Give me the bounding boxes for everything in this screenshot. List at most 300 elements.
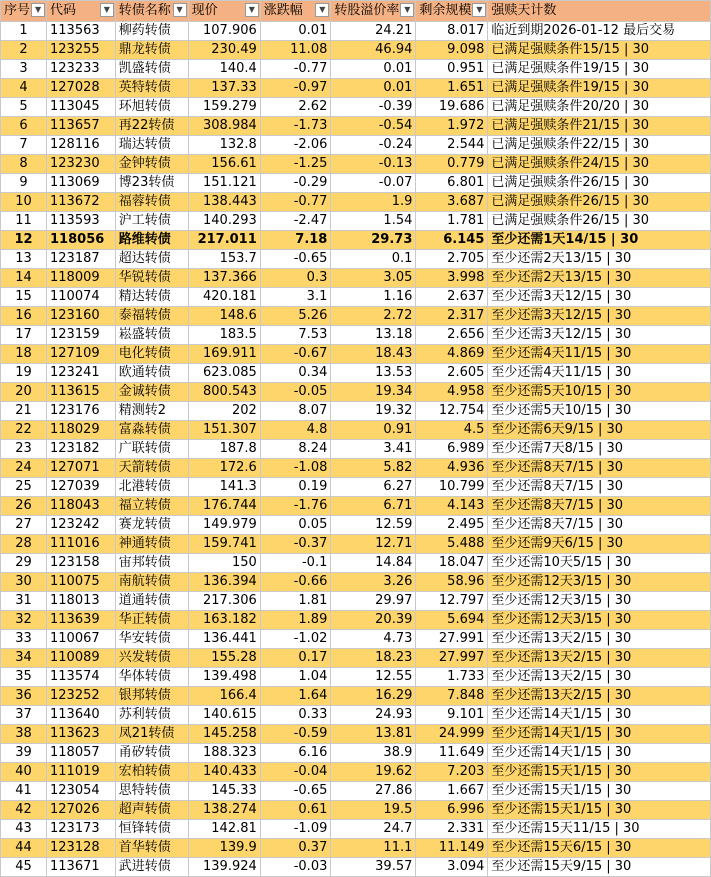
cell-bond-name[interactable]: 欧通转债 [115,364,188,383]
cell-price[interactable]: 420.181 [188,288,260,307]
cell-price[interactable]: 145.33 [188,782,260,801]
cell-premium[interactable]: 5.82 [331,459,416,478]
cell-code[interactable]: 123255 [47,41,116,60]
cell-remaining[interactable]: 2.637 [416,288,488,307]
cell-code[interactable]: 118009 [47,269,116,288]
cell-bond-name[interactable]: 宏柏转债 [115,763,188,782]
cell-redeem-count[interactable]: 至少还需2天13/15 | 30 [488,250,711,269]
cell-remaining[interactable]: 24.999 [416,725,488,744]
cell-price[interactable]: 132.8 [188,136,260,155]
header-seq[interactable] [1,1,47,22]
cell-seq[interactable]: 16 [1,307,47,326]
cell-premium[interactable]: 14.84 [331,554,416,573]
cell-code[interactable]: 111019 [47,763,116,782]
cell-price[interactable]: 151.307 [188,421,260,440]
cell-premium[interactable]: 29.73 [331,231,416,250]
cell-premium[interactable]: -0.13 [331,155,416,174]
cell-change[interactable]: 0.3 [260,269,331,288]
cell-premium[interactable]: 6.27 [331,478,416,497]
cell-seq[interactable]: 32 [1,611,47,630]
cell-code[interactable]: 123252 [47,687,116,706]
cell-seq[interactable]: 41 [1,782,47,801]
cell-price[interactable]: 188.323 [188,744,260,763]
cell-bond-name[interactable]: 赛龙转债 [115,516,188,535]
cell-price[interactable]: 156.61 [188,155,260,174]
cell-code[interactable]: 127028 [47,79,116,98]
cell-bond-name[interactable]: 苏利转债 [115,706,188,725]
cell-change[interactable]: -1.25 [260,155,331,174]
cell-change[interactable]: 1.04 [260,668,331,687]
cell-change[interactable]: 0.01 [260,22,331,41]
cell-price[interactable]: 623.085 [188,364,260,383]
cell-change[interactable]: -0.66 [260,573,331,592]
cell-bond-name[interactable]: 华正转债 [115,611,188,630]
cell-bond-name[interactable]: 再22转债 [115,117,188,136]
cell-price[interactable]: 149.979 [188,516,260,535]
cell-code[interactable]: 123182 [47,440,116,459]
cell-change[interactable]: 3.1 [260,288,331,307]
cell-price[interactable]: 800.543 [188,383,260,402]
cell-price[interactable]: 148.6 [188,307,260,326]
cell-remaining[interactable]: 6.996 [416,801,488,820]
cell-price[interactable]: 139.924 [188,858,260,877]
cell-premium[interactable]: 3.41 [331,440,416,459]
cell-remaining[interactable]: 19.686 [416,98,488,117]
cell-change[interactable]: 0.33 [260,706,331,725]
cell-price[interactable]: 140.293 [188,212,260,231]
cell-change[interactable]: -2.47 [260,212,331,231]
cell-redeem-count[interactable]: 至少还需13天2/15 | 30 [488,649,711,668]
cell-code[interactable]: 123233 [47,60,116,79]
cell-remaining[interactable]: 58.96 [416,573,488,592]
cell-price[interactable]: 142.81 [188,820,260,839]
cell-seq[interactable]: 23 [1,440,47,459]
cell-price[interactable]: 159.279 [188,98,260,117]
cell-redeem-count[interactable]: 至少还需12天3/15 | 30 [488,573,711,592]
cell-remaining[interactable]: 5.694 [416,611,488,630]
cell-change[interactable]: -0.77 [260,60,331,79]
cell-remaining[interactable]: 3.687 [416,193,488,212]
cell-premium[interactable]: 13.18 [331,326,416,345]
cell-code[interactable]: 127109 [47,345,116,364]
cell-bond-name[interactable]: 宙邦转债 [115,554,188,573]
cell-bond-name[interactable]: 精达转债 [115,288,188,307]
cell-seq[interactable]: 19 [1,364,47,383]
cell-code[interactable]: 118029 [47,421,116,440]
cell-code[interactable]: 113615 [47,383,116,402]
header-redeem-count[interactable] [488,1,711,22]
cell-bond-name[interactable]: 博23转债 [115,174,188,193]
cell-seq[interactable]: 18 [1,345,47,364]
cell-price[interactable]: 138.443 [188,193,260,212]
cell-price[interactable]: 230.49 [188,41,260,60]
cell-price[interactable]: 137.33 [188,79,260,98]
cell-remaining[interactable]: 2.656 [416,326,488,345]
cell-price[interactable]: 308.984 [188,117,260,136]
cell-seq[interactable]: 34 [1,649,47,668]
cell-redeem-count[interactable]: 已满足强赎条件24/15 | 30 [488,155,711,174]
cell-remaining[interactable]: 4.869 [416,345,488,364]
cell-code[interactable]: 127026 [47,801,116,820]
cell-code[interactable]: 123242 [47,516,116,535]
cell-redeem-count[interactable]: 至少还需14天1/15 | 30 [488,744,711,763]
cell-bond-name[interactable]: 英特转债 [115,79,188,98]
cell-seq[interactable]: 44 [1,839,47,858]
cell-seq[interactable]: 21 [1,402,47,421]
cell-redeem-count[interactable]: 至少还需14天1/15 | 30 [488,706,711,725]
cell-remaining[interactable]: 1.733 [416,668,488,687]
cell-bond-name[interactable]: 崧盛转债 [115,326,188,345]
cell-redeem-count[interactable]: 至少还需15天1/15 | 30 [488,801,711,820]
cell-price[interactable]: 140.4 [188,60,260,79]
cell-remaining[interactable]: 2.605 [416,364,488,383]
cell-redeem-count[interactable]: 至少还需15天9/15 | 30 [488,858,711,877]
cell-remaining[interactable]: 5.488 [416,535,488,554]
cell-code[interactable]: 123160 [47,307,116,326]
cell-price[interactable]: 139.498 [188,668,260,687]
cell-code[interactable]: 113671 [47,858,116,877]
cell-bond-name[interactable]: 电化转债 [115,345,188,364]
cell-premium[interactable]: 29.97 [331,592,416,611]
cell-remaining[interactable]: 6.801 [416,174,488,193]
cell-redeem-count[interactable]: 至少还需12天3/15 | 30 [488,611,711,630]
cell-bond-name[interactable]: 华安转债 [115,630,188,649]
cell-bond-name[interactable]: 金诚转债 [115,383,188,402]
cell-seq[interactable]: 43 [1,820,47,839]
cell-remaining[interactable]: 3.094 [416,858,488,877]
cell-code[interactable]: 123187 [47,250,116,269]
cell-code[interactable]: 118056 [47,231,116,250]
cell-seq[interactable]: 40 [1,763,47,782]
cell-remaining[interactable]: 9.098 [416,41,488,60]
cell-seq[interactable]: 10 [1,193,47,212]
cell-redeem-count[interactable]: 至少还需6天9/15 | 30 [488,421,711,440]
cell-price[interactable]: 217.011 [188,231,260,250]
cell-code[interactable]: 111016 [47,535,116,554]
cell-price[interactable]: 159.741 [188,535,260,554]
cell-redeem-count[interactable]: 至少还需9天6/15 | 30 [488,535,711,554]
cell-code[interactable]: 123173 [47,820,116,839]
cell-seq[interactable]: 33 [1,630,47,649]
cell-bond-name[interactable]: 银邦转债 [115,687,188,706]
cell-premium[interactable]: 1.54 [331,212,416,231]
cell-price[interactable]: 163.182 [188,611,260,630]
cell-price[interactable]: 151.121 [188,174,260,193]
cell-bond-name[interactable]: 首华转债 [115,839,188,858]
cell-change[interactable]: -1.09 [260,820,331,839]
cell-change[interactable]: -0.29 [260,174,331,193]
cell-seq[interactable]: 31 [1,592,47,611]
cell-remaining[interactable]: 4.958 [416,383,488,402]
cell-change[interactable]: -1.73 [260,117,331,136]
cell-remaining[interactable]: 18.047 [416,554,488,573]
cell-code[interactable]: 113069 [47,174,116,193]
cell-premium[interactable]: 13.81 [331,725,416,744]
cell-change[interactable]: 5.26 [260,307,331,326]
filter-dropdown-icon[interactable]: ▼ [100,3,114,17]
cell-premium[interactable]: 0.91 [331,421,416,440]
cell-premium[interactable]: 19.62 [331,763,416,782]
cell-redeem-count[interactable]: 已满足强赎条件19/15 | 30 [488,79,711,98]
cell-change[interactable]: 0.19 [260,478,331,497]
cell-bond-name[interactable]: 超达转债 [115,250,188,269]
cell-price[interactable]: 137.366 [188,269,260,288]
cell-seq[interactable]: 14 [1,269,47,288]
cell-code[interactable]: 113657 [47,117,116,136]
cell-remaining[interactable]: 2.544 [416,136,488,155]
cell-redeem-count[interactable]: 至少还需7天8/15 | 30 [488,440,711,459]
cell-remaining[interactable]: 7.203 [416,763,488,782]
cell-price[interactable]: 166.4 [188,687,260,706]
cell-bond-name[interactable]: 泰福转债 [115,307,188,326]
cell-premium[interactable]: 38.9 [331,744,416,763]
cell-change[interactable]: 2.62 [260,98,331,117]
cell-remaining[interactable]: 12.754 [416,402,488,421]
cell-redeem-count[interactable]: 至少还需4天11/15 | 30 [488,345,711,364]
cell-seq[interactable]: 36 [1,687,47,706]
cell-change[interactable]: -0.1 [260,554,331,573]
cell-change[interactable]: 7.53 [260,326,331,345]
cell-code[interactable]: 127071 [47,459,116,478]
cell-redeem-count[interactable]: 至少还需8天7/15 | 30 [488,478,711,497]
cell-price[interactable]: 138.274 [188,801,260,820]
cell-remaining[interactable]: 2.705 [416,250,488,269]
cell-price[interactable]: 183.5 [188,326,260,345]
cell-bond-name[interactable]: 南航转债 [115,573,188,592]
cell-price[interactable]: 140.615 [188,706,260,725]
cell-remaining[interactable]: 1.667 [416,782,488,801]
cell-remaining[interactable]: 4.5 [416,421,488,440]
cell-redeem-count[interactable]: 至少还需13天2/15 | 30 [488,668,711,687]
cell-seq[interactable]: 15 [1,288,47,307]
cell-change[interactable]: -0.65 [260,782,331,801]
cell-remaining[interactable]: 2.495 [416,516,488,535]
cell-remaining[interactable]: 12.797 [416,592,488,611]
cell-redeem-count[interactable]: 至少还需10天5/15 | 30 [488,554,711,573]
cell-remaining[interactable]: 27.991 [416,630,488,649]
cell-bond-name[interactable]: 柳药转债 [115,22,188,41]
cell-seq[interactable]: 3 [1,60,47,79]
cell-price[interactable]: 139.9 [188,839,260,858]
cell-redeem-count[interactable]: 至少还需3天12/15 | 30 [488,326,711,345]
cell-premium[interactable]: 20.39 [331,611,416,630]
cell-premium[interactable]: 11.1 [331,839,416,858]
cell-premium[interactable]: 24.93 [331,706,416,725]
cell-code[interactable]: 118013 [47,592,116,611]
cell-seq[interactable]: 45 [1,858,47,877]
cell-code[interactable]: 110075 [47,573,116,592]
cell-redeem-count[interactable]: 已满足强赎条件26/15 | 30 [488,212,711,231]
cell-bond-name[interactable]: 环旭转债 [115,98,188,117]
header-premium[interactable] [331,1,416,22]
cell-price[interactable]: 136.394 [188,573,260,592]
cell-premium[interactable]: -0.39 [331,98,416,117]
cell-premium[interactable]: 19.5 [331,801,416,820]
cell-change[interactable]: 7.18 [260,231,331,250]
cell-change[interactable]: -0.59 [260,725,331,744]
cell-bond-name[interactable]: 福立转债 [115,497,188,516]
cell-remaining[interactable]: 6.145 [416,231,488,250]
cell-bond-name[interactable]: 凤21转债 [115,725,188,744]
cell-redeem-count[interactable]: 至少还需13天2/15 | 30 [488,630,711,649]
cell-remaining[interactable]: 2.331 [416,820,488,839]
cell-change[interactable]: -0.65 [260,250,331,269]
cell-redeem-count[interactable]: 至少还需15天1/15 | 30 [488,763,711,782]
filter-dropdown-icon[interactable]: ▼ [245,3,259,17]
cell-code[interactable]: 110074 [47,288,116,307]
cell-redeem-count[interactable]: 至少还需4天11/15 | 30 [488,364,711,383]
cell-seq[interactable]: 7 [1,136,47,155]
cell-price[interactable]: 153.7 [188,250,260,269]
cell-redeem-count[interactable]: 至少还需5天10/15 | 30 [488,383,711,402]
cell-bond-name[interactable]: 金钟转债 [115,155,188,174]
cell-bond-name[interactable]: 路维转债 [115,231,188,250]
cell-premium[interactable]: 27.86 [331,782,416,801]
cell-price[interactable]: 155.28 [188,649,260,668]
cell-bond-name[interactable]: 华体转债 [115,668,188,687]
cell-premium[interactable]: 12.71 [331,535,416,554]
cell-bond-name[interactable]: 神通转债 [115,535,188,554]
cell-seq[interactable]: 35 [1,668,47,687]
cell-change[interactable]: -1.08 [260,459,331,478]
cell-premium[interactable]: 19.34 [331,383,416,402]
cell-code[interactable]: 123241 [47,364,116,383]
cell-remaining[interactable]: 11.149 [416,839,488,858]
cell-change[interactable]: 1.89 [260,611,331,630]
cell-seq[interactable]: 9 [1,174,47,193]
cell-change[interactable]: -0.37 [260,535,331,554]
cell-code[interactable]: 113640 [47,706,116,725]
cell-code[interactable]: 113563 [47,22,116,41]
cell-code[interactable]: 123230 [47,155,116,174]
cell-code[interactable]: 118043 [47,497,116,516]
cell-seq[interactable]: 39 [1,744,47,763]
cell-seq[interactable]: 1 [1,22,47,41]
cell-code[interactable]: 123128 [47,839,116,858]
cell-remaining[interactable]: 7.848 [416,687,488,706]
filter-dropdown-icon[interactable]: ▼ [472,3,486,17]
cell-price[interactable]: 136.441 [188,630,260,649]
cell-price[interactable]: 176.744 [188,497,260,516]
cell-redeem-count[interactable]: 临近到期2026-01-12 最后交易 [488,22,711,41]
cell-bond-name[interactable]: 天箭转债 [115,459,188,478]
cell-premium[interactable]: 3.05 [331,269,416,288]
cell-price[interactable]: 169.911 [188,345,260,364]
cell-redeem-count[interactable]: 至少还需15天6/15 | 30 [488,839,711,858]
cell-redeem-count[interactable]: 已满足强赎条件21/15 | 30 [488,117,711,136]
cell-seq[interactable]: 42 [1,801,47,820]
cell-price[interactable]: 141.3 [188,478,260,497]
cell-code[interactable]: 110067 [47,630,116,649]
cell-remaining[interactable]: 1.651 [416,79,488,98]
cell-premium[interactable]: 6.71 [331,497,416,516]
filter-dropdown-icon[interactable]: ▼ [173,3,187,17]
cell-code[interactable]: 113672 [47,193,116,212]
cell-bond-name[interactable]: 沪工转债 [115,212,188,231]
cell-change[interactable]: 8.07 [260,402,331,421]
cell-redeem-count[interactable]: 已满足强赎条件26/15 | 30 [488,193,711,212]
header-bond-name[interactable] [115,1,188,22]
cell-price[interactable]: 202 [188,402,260,421]
cell-remaining[interactable]: 1.972 [416,117,488,136]
cell-seq[interactable]: 29 [1,554,47,573]
cell-premium[interactable]: 46.94 [331,41,416,60]
cell-redeem-count[interactable]: 已满足强赎条件20/20 | 30 [488,98,711,117]
cell-remaining[interactable]: 4.143 [416,497,488,516]
cell-price[interactable]: 217.306 [188,592,260,611]
cell-redeem-count[interactable]: 至少还需1天14/15 | 30 [488,231,711,250]
cell-redeem-count[interactable]: 至少还需15天1/15 | 30 [488,782,711,801]
cell-premium[interactable]: 0.01 [331,79,416,98]
cell-premium[interactable]: 0.1 [331,250,416,269]
cell-redeem-count[interactable]: 至少还需8天7/15 | 30 [488,497,711,516]
cell-seq[interactable]: 17 [1,326,47,345]
cell-seq[interactable]: 4 [1,79,47,98]
cell-redeem-count[interactable]: 至少还需8天7/15 | 30 [488,459,711,478]
cell-code[interactable]: 113639 [47,611,116,630]
cell-change[interactable]: 0.34 [260,364,331,383]
cell-seq[interactable]: 6 [1,117,47,136]
cell-change[interactable]: 0.05 [260,516,331,535]
cell-price[interactable]: 150 [188,554,260,573]
cell-change[interactable]: 6.16 [260,744,331,763]
cell-premium[interactable]: 24.7 [331,820,416,839]
cell-remaining[interactable]: 4.936 [416,459,488,478]
cell-seq[interactable]: 2 [1,41,47,60]
filter-dropdown-icon[interactable]: ▼ [31,3,45,17]
header-code[interactable] [47,1,116,22]
cell-premium[interactable]: 39.57 [331,858,416,877]
cell-seq[interactable]: 12 [1,231,47,250]
cell-premium[interactable]: 12.59 [331,516,416,535]
cell-price[interactable]: 187.8 [188,440,260,459]
cell-seq[interactable]: 28 [1,535,47,554]
cell-remaining[interactable]: 10.799 [416,478,488,497]
cell-code[interactable]: 110089 [47,649,116,668]
cell-premium[interactable]: 3.26 [331,573,416,592]
cell-premium[interactable]: 19.32 [331,402,416,421]
cell-remaining[interactable]: 2.317 [416,307,488,326]
cell-redeem-count[interactable]: 已满足强赎条件22/15 | 30 [488,136,711,155]
cell-code[interactable]: 123158 [47,554,116,573]
cell-change[interactable]: -1.02 [260,630,331,649]
cell-premium[interactable]: 12.55 [331,668,416,687]
cell-seq[interactable]: 38 [1,725,47,744]
cell-premium[interactable]: 1.16 [331,288,416,307]
cell-code[interactable]: 123159 [47,326,116,345]
cell-change[interactable]: -0.05 [260,383,331,402]
cell-bond-name[interactable]: 鼎龙转债 [115,41,188,60]
cell-bond-name[interactable]: 富淼转债 [115,421,188,440]
cell-seq[interactable]: 13 [1,250,47,269]
cell-code[interactable]: 118057 [47,744,116,763]
cell-code[interactable]: 113623 [47,725,116,744]
cell-premium[interactable]: 18.43 [331,345,416,364]
cell-price[interactable]: 107.906 [188,22,260,41]
cell-change[interactable]: 1.64 [260,687,331,706]
cell-premium[interactable]: 0.01 [331,60,416,79]
cell-price[interactable]: 140.433 [188,763,260,782]
cell-price[interactable]: 145.258 [188,725,260,744]
header-change[interactable] [260,1,331,22]
cell-seq[interactable]: 30 [1,573,47,592]
cell-bond-name[interactable]: 道通转债 [115,592,188,611]
cell-bond-name[interactable]: 瑞达转债 [115,136,188,155]
cell-code[interactable]: 113593 [47,212,116,231]
cell-change[interactable]: -1.76 [260,497,331,516]
cell-change[interactable]: 0.61 [260,801,331,820]
cell-bond-name[interactable]: 广联转债 [115,440,188,459]
